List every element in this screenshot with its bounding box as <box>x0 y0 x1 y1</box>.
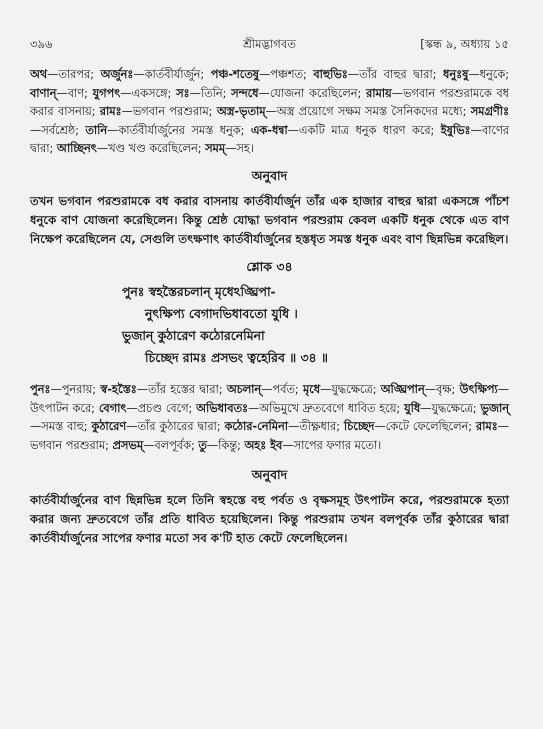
translation-text-2: কার্তবীর্যার্জুনের বাণ ছিন্নভিন্ন হলে তিনি স্বহস্তে বহু পর্বত ও বৃক্ষসমূহ উৎপাটন করে, পরশুরামকে হত্যা করার জন্য দ্রুতবেগে তাঁর প্রতি ধাবিত হয়েছিলেন। কিন্তু পরশুরাম তখন বলপূর্বক তাঁর কুঠারের দ্বারা কার্তবীর্যার্জুনের সাপের ফণার মতো সব ক'টি হাত কেটে ফেলেছিলেন। <box>30 493 509 546</box>
synonym-word: অথ <box>30 68 48 81</box>
synonym-word: অর্জুনঃ <box>100 68 134 81</box>
synonym-meaning: তিনি; <box>200 86 232 100</box>
synonym-meaning: ভগবান পরশুরাম; <box>30 438 113 452</box>
synonym-meaning: প্রচণ্ড বেগে; <box>137 401 197 415</box>
synonym-meaning: কার্তবীর্যার্জুন; <box>144 68 211 81</box>
synonym-word: অহঃ ইব <box>244 438 283 452</box>
synonym-word: যুগপৎ <box>92 86 121 100</box>
synonym-word: মৃধে <box>302 382 321 396</box>
synonym-meaning: একটি মাত্র ধনুক ধারণ করে; <box>298 123 441 137</box>
synonym-word: প্রসভম্ <box>112 438 144 452</box>
translation-text-1: তখন ভগবান পরশুরামকে বধ করার বাসনায় কার্তবীর্যার্জুন তাঁর এক হাজার বাহুর দ্বারা একসঙ্গে পাঁচশ ধনুকে বাণ যোজনা করেছিলেন। কিন্তু শ্রেষ্ঠ যোদ্ধা ভগবান পরশুরাম কেবল একটি ধনুক থেকে এত বাণ নিক্ষেপ করেছিলেন যে, সেগুলি তৎক্ষণাৎ কার্তবীর্যার্জুনের হস্তধৃত সমস্ত ধনুক এবং বাণ ছিন্নভিন্ন করেছিল। <box>30 193 509 246</box>
verse-line: নুৎক্ষিপ্য বেগাদভিধাবতো যুধি । <box>145 305 298 321</box>
synonym-meaning: কেটে ফেলেছিলেন; <box>385 420 476 434</box>
synonym-word: স্ব-হস্তৈঃ <box>100 382 137 396</box>
synonym-word: বাহুভিঃ <box>313 68 348 81</box>
synonym-meaning: বাণ; <box>67 86 93 100</box>
synonym-meaning: পুনরায়; <box>61 382 101 396</box>
synonym-meaning: ধনুকে; <box>479 68 509 81</box>
synonym-word: পুনঃ <box>30 382 51 396</box>
synonym-word: অভিধাবতঃ <box>196 401 248 415</box>
synonym-meaning: সাপের ফণার মতো। <box>293 438 382 452</box>
synonym-word: রামায় <box>366 86 392 100</box>
synonym-meaning: বাণের দ্বারা; <box>30 123 509 156</box>
synonym-meaning: তাঁর কুঠারের দ্বারা; <box>137 420 225 434</box>
synonym-word: অচলান্ <box>226 382 262 396</box>
synonym-meaning: বলপূর্বক; <box>154 438 199 452</box>
synonym-word: কুঠারেণ <box>91 420 127 434</box>
synonym-meaning: বৃক্ষ; <box>436 382 460 396</box>
synonym-word: ধনুঃষু <box>443 68 469 81</box>
synonym-word: যুধি <box>404 401 421 415</box>
synonym-meaning: সমস্ত বাহু; <box>41 420 92 434</box>
synonym-meaning: কিন্তু; <box>218 438 245 452</box>
chapter-location: [স্কন্ধ ৯, অধ্যায় ১৫ <box>420 37 509 51</box>
synonyms-block-1: অথ—তারপর; অর্জুনঃ—কার্তবীর্যার্জুন; পঞ্চ-শতেষু—পঞ্চশত; বাহুভিঃ—তাঁর বাহুর দ্বারা; ধনুঃষু—ধনুকে; বাণান্—বাণ; যুগপৎ—একসঙ্গে; সঃ—তিনি; সন্দধে—যোজনা করেছিলেন; রামায়—ভগবান পরশুরামকে বধ করার বাসনায়; রামঃ—ভগবান পরশুরাম; অস্ত্র-ভৃতাম্—অস্ত্র প্রয়োগে সক্ষম সমস্ত সৈনিকদের মধ্যে; সমগ্রণীঃ—সর্বশ্রেষ্ঠ; তানি—কার্তবীর্যার্জুনের সমস্ত ধনুক; এক-ধন্বা—একটি মাত্র ধনুক ধারণ করে; ইষুভিঃ—বাণের দ্বারা; আচ্ছিনৎ—খণ্ড খণ্ড করেছিলেন; সমম্—সহ। <box>30 68 510 156</box>
synonym-meaning: সর্বশ্রেষ্ঠ; <box>41 123 86 137</box>
synonym-meaning: অভিমুখে দ্রুতবেগে ধাবিত হয়ে; <box>259 401 405 415</box>
verse-title: শ্লোক ৩৪ <box>246 258 293 274</box>
synonym-meaning: তাঁর বাহুর দ্বারা; <box>359 68 444 81</box>
synonym-word: সঃ <box>176 86 190 100</box>
synonym-word: সমগ্রণীঃ <box>470 105 509 119</box>
synonym-meaning: যুদ্ধক্ষেত্রে; <box>331 382 381 396</box>
page-header <box>30 36 509 54</box>
synonyms-block-2: পুনঃ—পুনরায়; স্ব-হস্তৈঃ—তাঁর হস্তের দ্বারা; অচলান্—পর্বত; মৃধে—যুদ্ধক্ষেত্রে; অঙ্ঘ্রিপান্—বৃক্ষ; উৎক্ষিপ্য—উৎপাটন করে; বেগাৎ—প্রচণ্ড বেগে; অভিধাবতঃ—অভিমুখে দ্রুতবেগে ধাবিত হয়ে; যুধি—যুদ্ধক্ষেত্রে; ভুজান্—সমস্ত বাহু; কুঠারেণ—তাঁর কুঠারের দ্বারা; কঠোর-নেমিনা—তীক্ষ্ণধার; চিচ্ছেদ—কেটে ফেলেছিলেন; রামঃ—ভগবান পরশুরাম; প্রসভম্—বলপূর্বক; তু—কিন্তু; অহঃ ইব—সাপের ফণার মতো। <box>30 382 509 452</box>
verse-line: ভুজান্ কুঠারেণ কঠোরনেমিনা <box>122 327 265 343</box>
synonym-word: পঞ্চ-শতেষু <box>210 68 259 81</box>
synonym-word: ইষুভিঃ <box>440 123 471 137</box>
synonym-word: কঠোর-নেমিনা <box>224 420 288 434</box>
synonym-word: চিচ্ছেদ <box>343 420 375 434</box>
synonym-word: আচ্ছিনৎ <box>56 142 97 156</box>
synonym-meaning: ভগবান পরশুরাম; <box>132 105 217 119</box>
synonym-meaning: অস্ত্র প্রয়োগে সক্ষম সমস্ত সৈনিকদের মধ্যে; <box>276 105 471 119</box>
synonym-word: বাণান্ <box>30 86 57 100</box>
synonym-meaning: তীক্ষ্ণধার; <box>299 420 344 434</box>
page-number: ৩৯৬ <box>30 37 53 51</box>
synonym-meaning: তাঁর হস্তের দ্বারা; <box>148 382 227 396</box>
synonym-word: ভুজান্ <box>480 401 509 415</box>
synonym-meaning: উৎপাটন করে; <box>30 401 99 415</box>
synonym-word: অস্ত্র-ভৃতাম্ <box>216 105 266 119</box>
synonym-meaning: খণ্ড খণ্ড করেছিলেন; <box>108 142 206 156</box>
synonym-meaning: একসঙ্গে; <box>131 86 177 100</box>
synonym-word: রামঃ <box>475 420 498 434</box>
verse-line: পুনঃ স্বহস্তৈরচলান্ মৃধেঽঙ্ঘ্রিপা- <box>122 283 276 299</box>
synonym-meaning: সহ। <box>236 142 254 156</box>
verse-block <box>30 281 509 369</box>
synonym-word: রামঃ <box>99 105 122 119</box>
verse-line: চিচ্ছেদ রামঃ প্রসভং ত্বহেরিব ॥ ৩৪ ॥ <box>145 349 328 365</box>
synonym-word: তু <box>198 438 207 452</box>
synonym-meaning: তারপর; <box>58 68 101 81</box>
synonym-word: তানি <box>85 123 108 137</box>
synonym-word: অঙ্ঘ্রিপান্ <box>380 382 425 396</box>
synonym-meaning: যোজনা করেছিলেন; <box>269 86 366 100</box>
translation-heading-2: অনুবাদ <box>251 467 288 483</box>
synonym-word: সমম্ <box>205 142 226 156</box>
synonym-word: সন্দধে <box>231 86 259 100</box>
synonym-meaning: ভগবান পরশুরামকে বধ করার বাসনায়; <box>30 86 510 119</box>
book-title: শ্রীমদ্ভাগবত <box>243 37 296 51</box>
synonym-meaning: পঞ্চশত; <box>270 68 314 81</box>
synonym-meaning: কার্তবীর্যার্জুনের সমস্ত ধনুক; <box>118 123 251 137</box>
synonym-meaning: যুদ্ধক্ষেত্রে; <box>431 401 481 415</box>
translation-heading-1: অনুবাদ <box>251 167 288 183</box>
synonym-word: এক-ধন্বা <box>250 123 288 137</box>
synonym-meaning: পর্বত; <box>272 382 303 396</box>
synonym-word: উৎক্ষিপ্য <box>459 382 498 396</box>
synonym-word: বেগাৎ <box>98 401 127 415</box>
